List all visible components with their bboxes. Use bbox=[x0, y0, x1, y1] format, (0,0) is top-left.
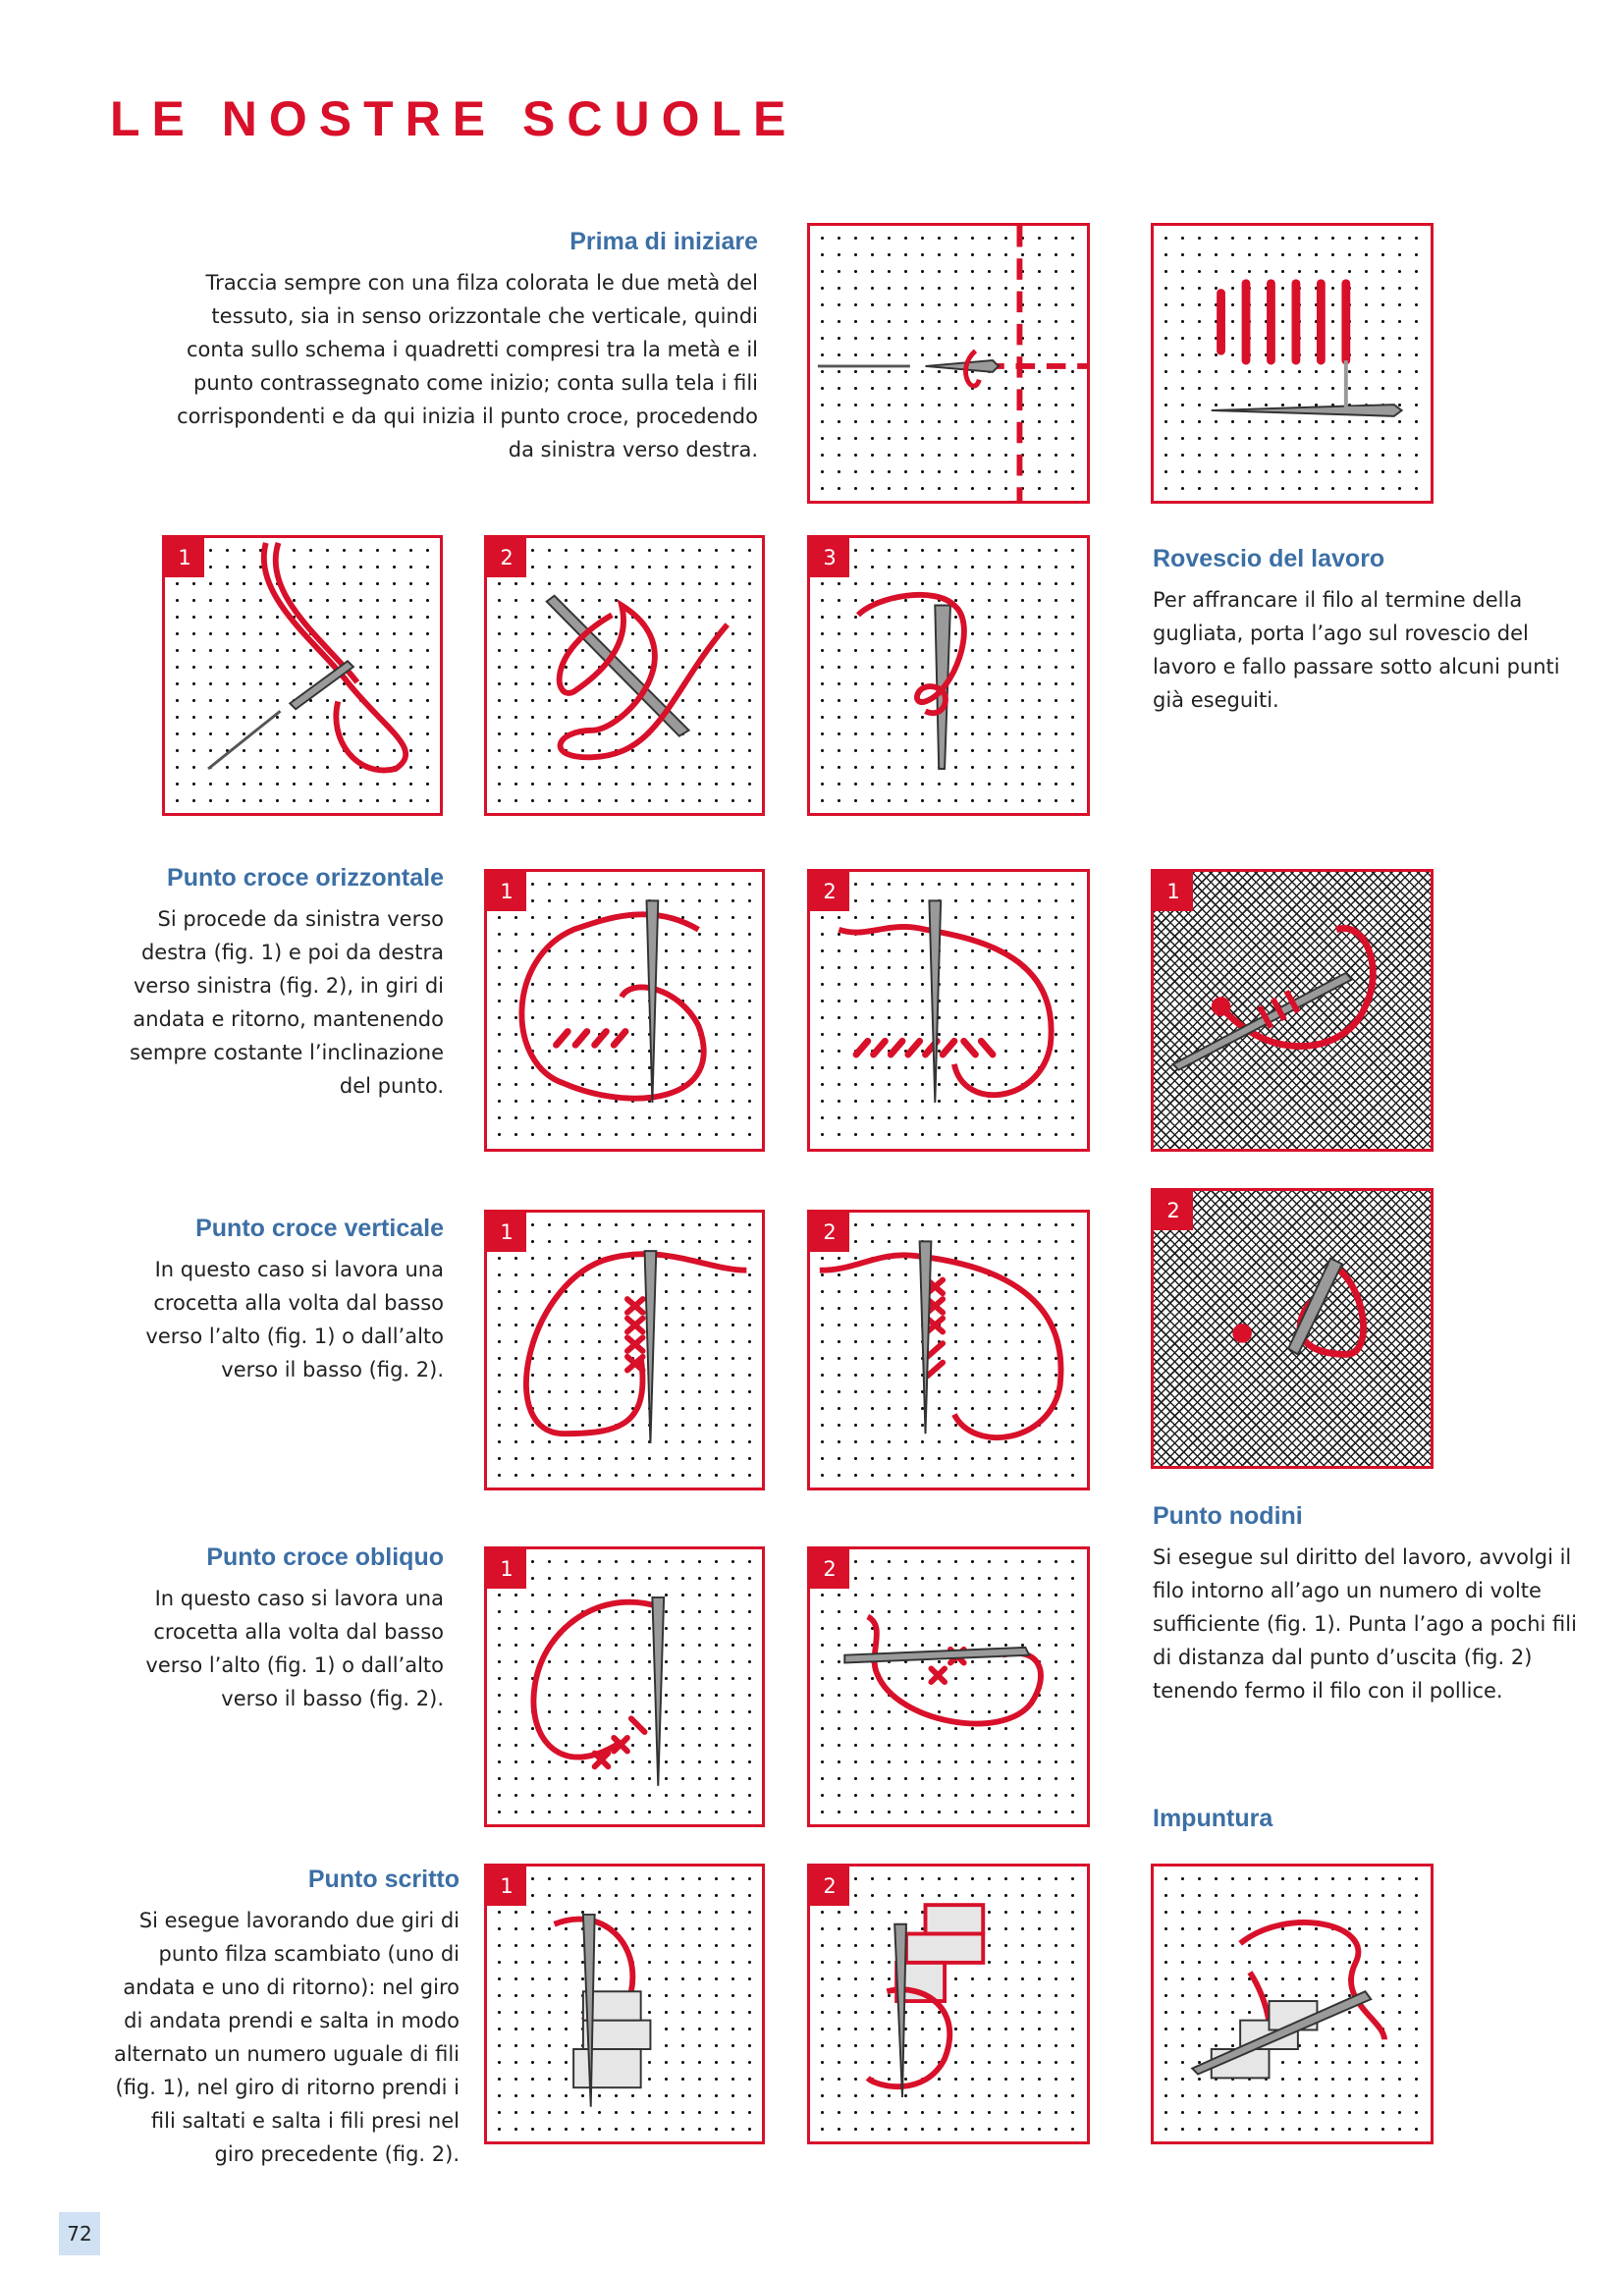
figure-scritto-2-drawing bbox=[810, 1867, 1087, 2141]
figure-badge: 1 bbox=[1154, 872, 1193, 911]
figure-badge: 1 bbox=[487, 1213, 526, 1252]
figure-badge: 2 bbox=[810, 1549, 849, 1589]
figure-obliquo-1 bbox=[484, 1546, 765, 1827]
section-body: Si esegue lavorando due giri di punto filza scambiato (uno di andata e uno di ritorno): nel giro di andata prendi e salta in modo alternato un numero uguale di fili (fig. 1), nel giro di ritorno prendi i fili saltati e salta i fili presi nel giro precedente (fig. 2). bbox=[113, 1909, 460, 2166]
thread-icon bbox=[839, 927, 1051, 1095]
needle-icon bbox=[1288, 1259, 1342, 1355]
figure-prima-vertical-stitches bbox=[1151, 223, 1434, 504]
figure-badge: 1 bbox=[165, 538, 204, 577]
figure-verticale-1 bbox=[484, 1210, 765, 1490]
figure-verticale-1-drawing bbox=[487, 1213, 762, 1488]
thread-icon bbox=[521, 914, 703, 1098]
figure-rovescio-2 bbox=[484, 535, 765, 816]
section-heading: Rovescio del lavoro bbox=[1153, 545, 1385, 572]
figure-impuntura bbox=[1151, 1864, 1434, 2144]
cross-stitch-row bbox=[556, 1032, 624, 1046]
figure-rovescio-1-drawing bbox=[165, 538, 440, 813]
figure-badge: 1 bbox=[487, 1867, 526, 1906]
section-body: Per affrancare il filo al termine della gugliata, porta l’ago sul rovescio del lavoro e fallo passare sotto alcuni punti già eseguiti. bbox=[1153, 588, 1560, 712]
needle-icon bbox=[647, 900, 659, 1103]
page-title: LE NOSTRE SCUOLE bbox=[110, 91, 798, 146]
section-punto-croce-obliquo bbox=[108, 1543, 444, 1715]
section-rovescio-del-lavoro bbox=[1153, 545, 1585, 717]
figure-obliquo-2 bbox=[807, 1546, 1090, 1827]
needle-icon bbox=[920, 1241, 932, 1434]
page-number: 72 bbox=[59, 2212, 100, 2255]
section-body: In questo caso si lavora una crocetta alla volta dal basso verso l’alto (fig. 1) o dall’alto verso il basso (fig. 2). bbox=[145, 1587, 444, 1710]
figure-scritto-2 bbox=[807, 1864, 1090, 2144]
cross-stitch-row bbox=[856, 1041, 993, 1055]
section-impuntura bbox=[1153, 1805, 1585, 1843]
cross-stitch-column bbox=[627, 1299, 643, 1370]
figure-rovescio-3 bbox=[807, 535, 1090, 816]
figure-badge: 1 bbox=[487, 872, 526, 911]
figure-badge: 2 bbox=[810, 1213, 849, 1252]
needle-icon bbox=[929, 900, 941, 1103]
figure-scritto-1-drawing bbox=[487, 1867, 762, 2141]
figure-prima-center-lines bbox=[807, 223, 1090, 504]
figure-orizzontale-1 bbox=[484, 869, 765, 1152]
section-body: In questo caso si lavora una crocetta alla volta dal basso verso l’alto (fig. 1) o dall’alto verso il basso (fig. 2). bbox=[145, 1258, 444, 1381]
figure-badge: 3 bbox=[810, 538, 849, 577]
section-heading: Punto croce obliquo bbox=[206, 1543, 444, 1571]
figure-badge: 2 bbox=[1154, 1191, 1193, 1230]
needle-icon bbox=[652, 1597, 664, 1786]
needle-icon bbox=[645, 1251, 657, 1443]
section-punto-croce-orizzontale bbox=[108, 864, 444, 1103]
figure-nodini-2-drawing bbox=[1154, 1191, 1431, 1466]
section-heading: Prima di iniziare bbox=[569, 228, 758, 255]
section-prima-di-iniziare bbox=[157, 228, 758, 466]
needle-icon bbox=[547, 596, 689, 736]
section-heading: Punto croce verticale bbox=[195, 1215, 444, 1242]
figure-verticale-2 bbox=[807, 1210, 1090, 1490]
thread-under-stitches bbox=[1346, 360, 1394, 408]
needle-icon bbox=[926, 360, 999, 372]
figure-nodini-1 bbox=[1151, 869, 1434, 1152]
needle-icon bbox=[1173, 973, 1352, 1070]
thread-icon bbox=[868, 1989, 950, 2086]
section-punto-croce-verticale bbox=[108, 1215, 444, 1386]
figure-scritto-1 bbox=[484, 1864, 765, 2144]
figure-orizzontale-2-drawing bbox=[810, 872, 1087, 1149]
vertical-stitches bbox=[1221, 284, 1346, 360]
figure-impuntura-drawing bbox=[1154, 1867, 1431, 2141]
needle-icon bbox=[1212, 405, 1402, 416]
needle-icon bbox=[894, 1924, 906, 2097]
section-body: Si procede da sinistra verso destra (fig. 1) e poi da destra verso sinistra (fig. 2), in giri di andata e ritorno, mantenendo sempre costante l’inclinazione del punto. bbox=[130, 907, 444, 1098]
section-heading: Punto scritto bbox=[307, 1866, 460, 1893]
figure-verticale-2-drawing bbox=[810, 1213, 1087, 1488]
section-body: Traccia sempre con una filza colorata le due metà del tessuto, sia in senso orizzontale che verticale, quindi conta sullo schema i quadretti compresi tra la metà e il punto contrassegnato come inizio; conta sulla tela i fili corrispondenti e da qui inizia il punto croce, procedendo da sinistra verso destra. bbox=[177, 271, 758, 461]
stitched-area bbox=[896, 1905, 983, 2001]
figure-obliquo-2-drawing bbox=[810, 1549, 1087, 1824]
section-heading: Punto croce orizzontale bbox=[167, 864, 444, 892]
knot-dot bbox=[1212, 997, 1231, 1016]
figure-badge: 2 bbox=[810, 872, 849, 911]
figure-badge: 1 bbox=[487, 1549, 526, 1589]
cross-stitch-diagonal bbox=[595, 1718, 645, 1766]
thread-icon bbox=[533, 1602, 660, 1758]
section-body: Si esegue sul diritto del lavoro, avvolgi il filo intorno all’ago un numero di volte sufficiente (fig. 1). Punta l’ago a pochi fili di distanza dal punto d’uscita (fig. 2) tenendo fermo il filo con il pollice. bbox=[1153, 1545, 1577, 1703]
section-punto-nodini bbox=[1153, 1502, 1585, 1707]
figure-rovescio-2-drawing bbox=[487, 538, 762, 813]
section-punto-scritto bbox=[108, 1866, 460, 2171]
needle-icon bbox=[208, 711, 280, 769]
figure-nodini-1-drawing bbox=[1154, 872, 1431, 1149]
figure-orizzontale-2 bbox=[807, 869, 1090, 1152]
section-heading: Impuntura bbox=[1153, 1805, 1273, 1832]
stitched-area bbox=[573, 1991, 650, 2087]
knot-dot bbox=[1232, 1324, 1252, 1343]
needle-icon bbox=[290, 661, 353, 709]
thread-icon bbox=[868, 1617, 1041, 1724]
section-heading: Punto nodini bbox=[1153, 1502, 1303, 1530]
figure-badge: 2 bbox=[487, 538, 526, 577]
figure-prima-center-lines-drawing bbox=[810, 226, 1087, 501]
figure-badge: 2 bbox=[810, 1867, 849, 1906]
figure-rovescio-3-drawing bbox=[810, 538, 1087, 813]
figure-orizzontale-1-drawing bbox=[487, 872, 762, 1149]
figure-rovescio-1 bbox=[162, 535, 443, 816]
figure-nodini-2 bbox=[1151, 1188, 1434, 1469]
figure-prima-vertical-stitches-drawing bbox=[1154, 226, 1431, 501]
figure-obliquo-1-drawing bbox=[487, 1549, 762, 1824]
